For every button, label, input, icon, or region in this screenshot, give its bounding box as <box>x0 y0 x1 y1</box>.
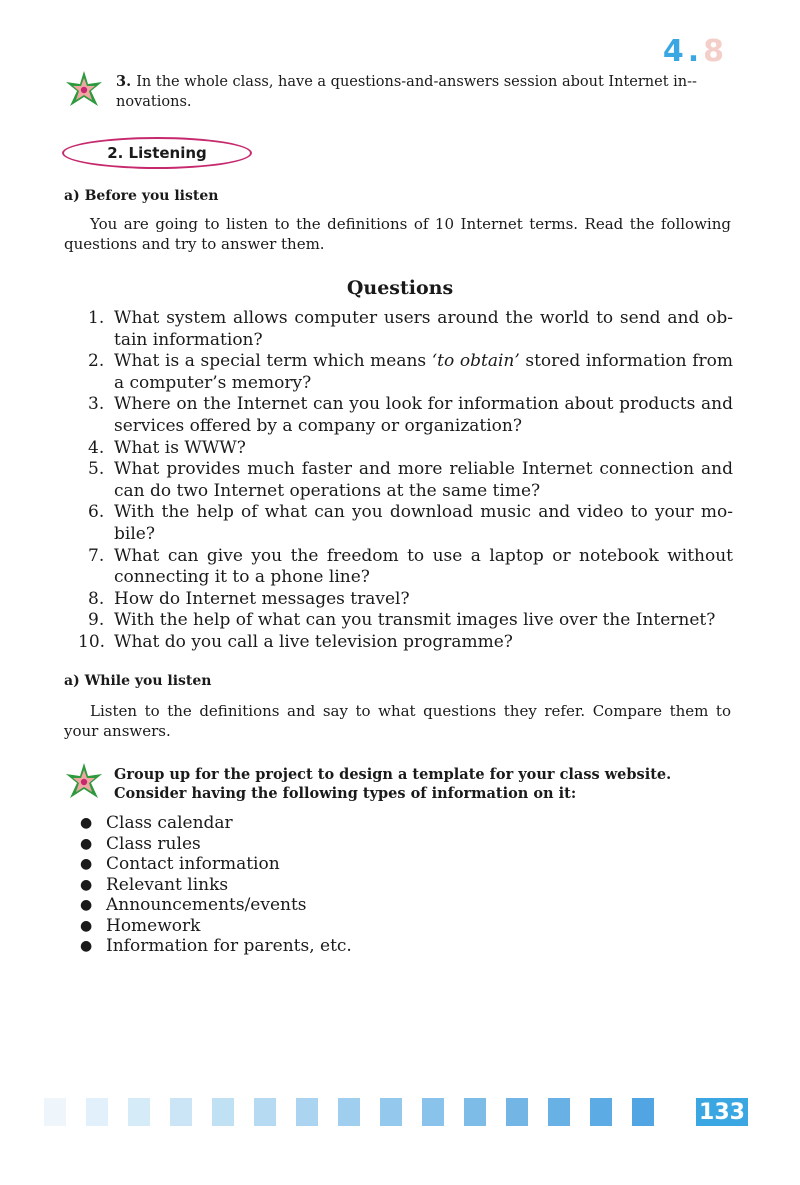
footer-strip-block <box>296 1098 318 1126</box>
footer-strip-block <box>590 1098 612 1126</box>
task-3: 3. In the whole class, have a questions-and-answers session about Internet in-novations. <box>116 73 697 110</box>
question-item: 3. Where on the Internet can you look for information about products and services offered by a company or organization? <box>88 394 733 436</box>
star-icon <box>64 762 104 802</box>
before-listen-heading: a) Before you listen <box>64 188 219 204</box>
list-item: ● Class rules <box>80 833 201 854</box>
footer-strip-block <box>86 1098 108 1126</box>
page-number: 133 <box>696 1098 748 1126</box>
footer-strip-block <box>422 1098 444 1126</box>
while-listen-text: Listen to the definitions and say to what questions they refer. Compare them to your answers. <box>64 702 731 740</box>
list-item: ● Relevant links <box>80 874 229 895</box>
footer-strip-block <box>170 1098 192 1126</box>
star-icon <box>64 70 104 110</box>
question-item: 2. What is a special term which means ‘to obtain’ stored information from a computer’s memory? <box>88 351 733 393</box>
footer-strip-block <box>464 1098 486 1126</box>
project-task: Group up for the project to design a template for your class website. Consider having the following types of information on it: <box>114 766 672 802</box>
footer-strip-block <box>548 1098 570 1126</box>
footer-strip-block <box>254 1098 276 1126</box>
unit-number: 4.8 <box>662 34 728 69</box>
question-item: 6. With the help of what can you download music and video to your mo-bile? <box>88 502 733 544</box>
list-item: ● Homework <box>80 915 201 936</box>
while-listen-heading: a) While you listen <box>64 673 212 689</box>
question-item: 1. What system allows computer users around the world to send and ob-tain information? <box>88 308 733 350</box>
question-item: 5. What provides much faster and more reliable Internet connection and can do two Internet operations at the same time? <box>88 459 733 501</box>
section-listening-label: 2. Listening <box>62 137 252 169</box>
question-item: 9. With the help of what can you transmit images live over the Internet? <box>88 610 716 631</box>
list-item: ● Announcements/events <box>80 895 307 915</box>
questions-title: Questions <box>346 277 454 299</box>
footer-strip-block <box>338 1098 360 1126</box>
question-item: 7. What can give you the freedom to use a laptop or notebook without connecting it to a phone line? <box>88 545 733 588</box>
footer-strip-block <box>506 1098 528 1126</box>
list-item: ● Contact information <box>80 854 280 874</box>
question-item: 10. What do you call a live television programme? <box>78 631 513 652</box>
footer-gradient-strip <box>44 1098 654 1126</box>
questions-list <box>78 308 733 654</box>
footer-strip-block <box>128 1098 150 1126</box>
list-item: ● Information for parents, etc. <box>80 936 352 956</box>
footer-strip-block <box>380 1098 402 1126</box>
footer-strip-block <box>632 1098 654 1126</box>
footer-strip-block <box>44 1098 66 1126</box>
before-listen-text: You are going to listen to the definitions of 10 Internet terms. Read the following questions and try to answer them. <box>64 215 731 253</box>
question-item: 4. What is WWW? <box>88 437 246 458</box>
website-info-list <box>78 813 352 957</box>
question-item: 8. How do Internet messages travel? <box>88 588 410 609</box>
footer-strip-block <box>212 1098 234 1126</box>
list-item: ● Class calendar <box>80 813 233 833</box>
